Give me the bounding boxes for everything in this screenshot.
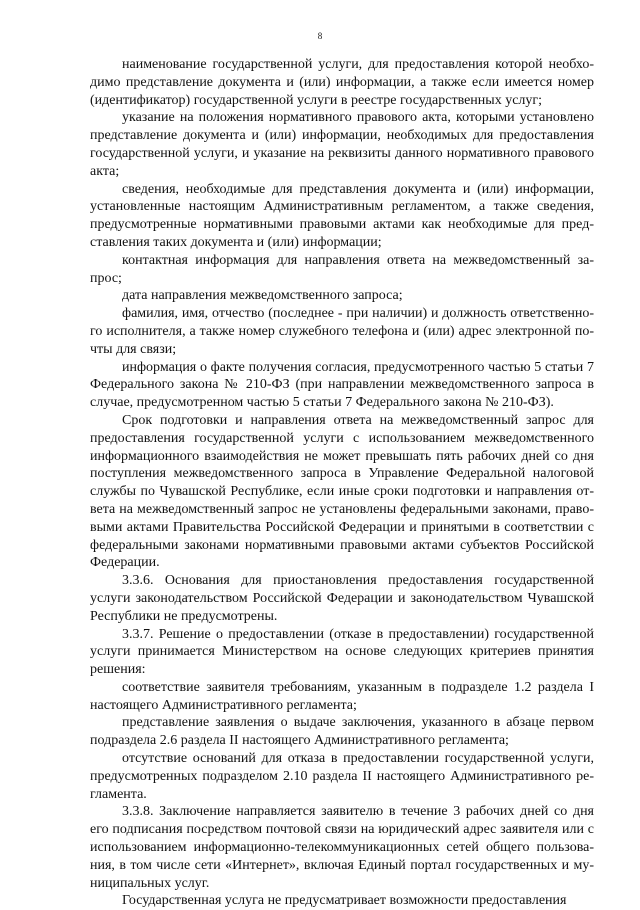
paragraph: контактная информация для направления ответа на межведомственный запрос; <box>90 252 594 286</box>
paragraph: дата направления межведомственного запроса; <box>122 288 403 304</box>
paragraph: указание на положения нормативного правового акта, которыми установлено представление документа и (или) информации, необходимых для предоставления государственной услуги, и указание на реквизиты данного нормативного правового акта; <box>90 110 594 179</box>
paragraph: Срок подготовки и направления ответа на межведомственный запрос для предоставления государственной услуги с использованием межведомственного информационного взаимодействия не может превышать пять рабочих дней со дня поступления межведомственного запроса в Управление Федеральной налоговой службы по Чувашской Республике, если иные сроки подготовки и направления ответа на межведомственный запрос не установлены федеральными законами, правовыми актами Правительства Российской Федерации и принятыми в соответствии с федеральными законами нормативными правовыми актами субъектов Российской Федерации. <box>90 412 594 571</box>
paragraph: соответствие заявителя требованиям, указанным в подразделе 1.2 раздела I настоящего Административного регламента; <box>90 679 594 713</box>
paragraph: 3.3.6. Основания для приостановления предоставления государственной услуги законодательством Российской Федерации и законодательством Чувашской Республики не предусмотрены. <box>90 573 594 624</box>
paragraph: фамилия, имя, отчество (последнее - при наличии) и должность ответственного исполнителя, а также номер служебного телефона и (или) адрес электронной почты для связи; <box>90 306 594 357</box>
paragraph: наименование государственной услуги, для предоставления которой необходимо представление документа и (или) информации, а также если имеется номер (идентификатор) государственной услуги в реестре государственных услуг; <box>90 57 594 108</box>
paragraph: 3.3.7. Решение о предоставлении (отказе в предоставлении) государственной услуги принимается Министерством на основе следующих критериев принятия решения: <box>90 626 594 678</box>
paragraph: отсутствие оснований для отказа в предоставлении государственной услуги, предусмотренных подразделом 2.10 раздела II настоящего Административного регламента. <box>90 751 594 802</box>
paragraph: представление заявления о выдаче заключения, указанного в абзаце первом подраздела 2.6 раздела II настоящего Административного регламента; <box>90 715 594 749</box>
paragraph: сведения, необходимые для представления документа и (или) информации, установленные настоящим Административным регламентом, а также сведения, предусмотренные нормативными правовыми актами как необходимые для представления таких документа и (или) информации; <box>90 181 594 250</box>
paragraph: 3.3.8. Заключение направляется заявителю в течение 3 рабочих дней со дня его подписания посредством почтовой связи на юридический адрес заявителя или с использованием информационно-телекоммуникационных сетей общего пользования, в том числе сети «Интернет», включая Единый портал государственных и муниципальных услуг. <box>90 804 594 891</box>
paragraph: Государственная услуга не предусматривает возможности предоставления <box>122 893 567 909</box>
page-number: 8 <box>317 31 323 41</box>
paragraph: информация о факте получения согласия, предусмотренного частью 5 статьи 7 Федерального закона № 210-ФЗ (при направлении межведомственного запроса в случае, предусмотренном частью 5 статьи 7 Федерального закона № 210-ФЗ). <box>90 359 594 411</box>
document-body <box>90 56 594 910</box>
